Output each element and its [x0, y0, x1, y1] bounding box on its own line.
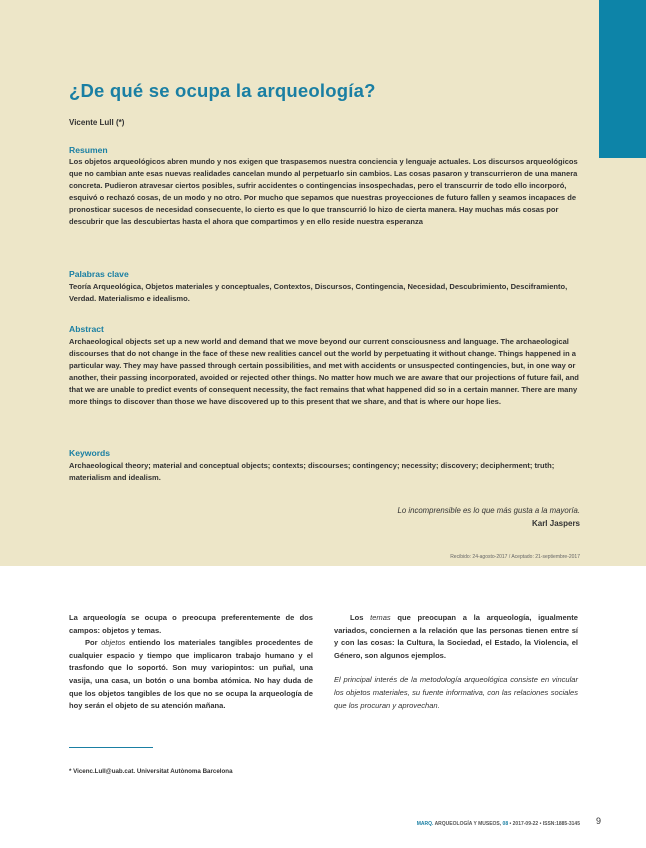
body-emphasis: temas [370, 613, 391, 622]
author-name: Vicente Lull (*) [69, 118, 125, 127]
body-paragraph [69, 637, 313, 713]
keywords-heading: Keywords [69, 448, 111, 458]
body-column-left [69, 612, 313, 713]
palabras-clave-paragraph: Teoría Arqueológica, Objetos materiales y conceptuales, Contextos, Discursos, Contingencia, Necesidad, Descubrimiento, Desciframiento, Verdad. Materialismo e idealismo. [69, 282, 568, 303]
journal-brand: MARQ. [416, 821, 434, 827]
resumen-paragraph: Los objetos arqueológicos abren mundo y nos exigen que traspasemos nuestra conciencia y lenguaje actuales. Los discursos arqueológicos que no cambian ante esas nuevas realidades cancelan mundo al perpetuarlo sin cambios. Las cosas pasaron y transcurrieron de una manera concreta. Pudieron atravesar ciertos posibles, sufrir accidentes o contingencias insospechadas, pero el transcurrir de todo ello incorporó, esquivó o rechazó cosas, de un modo y no otro. Por mucho que sepamos que nuestras proyecciones de futuro fallen y seamos incapaces de pronosticar sucesos de necesidad consecuente, lo cierto es que lo que transcurrió lo hizo de cierta manera. Hay muchas más cosas por descubrir que las descubiertas hasta el ahora que compartimos y en ello reside nuestra esperanza [69, 157, 578, 226]
journal-name: ARQUEOLOGÍA Y MUSEOS, [433, 821, 503, 827]
running-footer [417, 821, 580, 827]
body-emphasis: objetos [101, 638, 126, 648]
journal-issue: 08 [502, 821, 509, 827]
received-dates: Recibido: 24-agosto-2017 / Aceptado: 21-septiembre-2017 [450, 554, 580, 560]
epigraph-author: Karl Jaspers [531, 519, 580, 528]
body-paragraph [334, 612, 578, 662]
footnote: * Vicenc.Lull@uab.cat. Universitat Autònoma Barcelona [69, 768, 233, 775]
body-text: Los [350, 613, 371, 622]
body-column-right [334, 612, 578, 712]
article-title: ¿De qué se ocupa la arqueología? [69, 80, 376, 101]
body-paragraph-italic: El principal interés de la metodología arqueológica consiste en vincular los objetos materiales, su fuente informativa, con las relaciones sociales que los procuran y aprovechan. [334, 675, 578, 710]
keywords-paragraph: Archaeological theory; material and conceptual objects; contexts; discourses; contingency; necessity; discovery; decipherment; truth; materialism and idealism. [69, 461, 555, 482]
palabras-clave-text [69, 281, 581, 305]
keywords-text [69, 460, 581, 484]
resumen-text [69, 156, 581, 228]
abstract-paragraph: Archaeological objects set up a new world and demand that we move beyond our current consciousness and language. The archaeological discourses that do not change in the face of these new realities cancel out the world by perpetuating it without change. Things happened in a particular way. They may have passed through certain possibilities, and met with accidents or unsuspected contingencies, but, in one way or another, their passing incorporated, avoided or rejected other things. No matter how much we are aware that our projections of future fail, and that we are unable to predict events of consequent necessity, the fact remains that what happened did so in a certain manner. There are many more things to discover than those we have discovered up to this present that we share, and that is where our hope lies. [69, 337, 579, 406]
journal-meta: • 2017-09-22 • ISSN:1885-3145 [508, 821, 580, 827]
body-text: entiendo los materiales tangibles procedentes de cualquier espacio y tiempo que implicaron trabajo humano y el trasfondo que lo soportó. Son muy variopintos: un puñal, una vasija, una casa, un botón o una bomba atómica. No hay duda de que los objetos tangibles de los que no se ocupa la arqueología de hoy serán el objeto de su atención mañana. [69, 638, 313, 711]
section-color-tab [599, 0, 646, 158]
page-number: 9 [596, 816, 602, 826]
abstract-heading: Abstract [69, 324, 104, 334]
palabras-clave-heading: Palabras clave [69, 269, 129, 279]
body-text: que preocupan a la arqueología, igualmente variados, conciernen a la relación que las personas tienen entre sí y con las cosas: la Cultura, la Sociedad, el Estado, la Violencia, el Género, son algunos ejemplos. [334, 613, 578, 660]
body-text: Por [85, 638, 102, 648]
footnote-divider [69, 747, 153, 748]
epigraph-quote: Lo incomprensible es lo que más gusta a la mayoría. [397, 506, 580, 515]
abstract-text [69, 336, 581, 408]
resumen-heading: Resumen [69, 145, 108, 155]
body-paragraph: La arqueología se ocupa o preocupa preferentemente de dos campos: objetos y temas. [69, 613, 313, 635]
